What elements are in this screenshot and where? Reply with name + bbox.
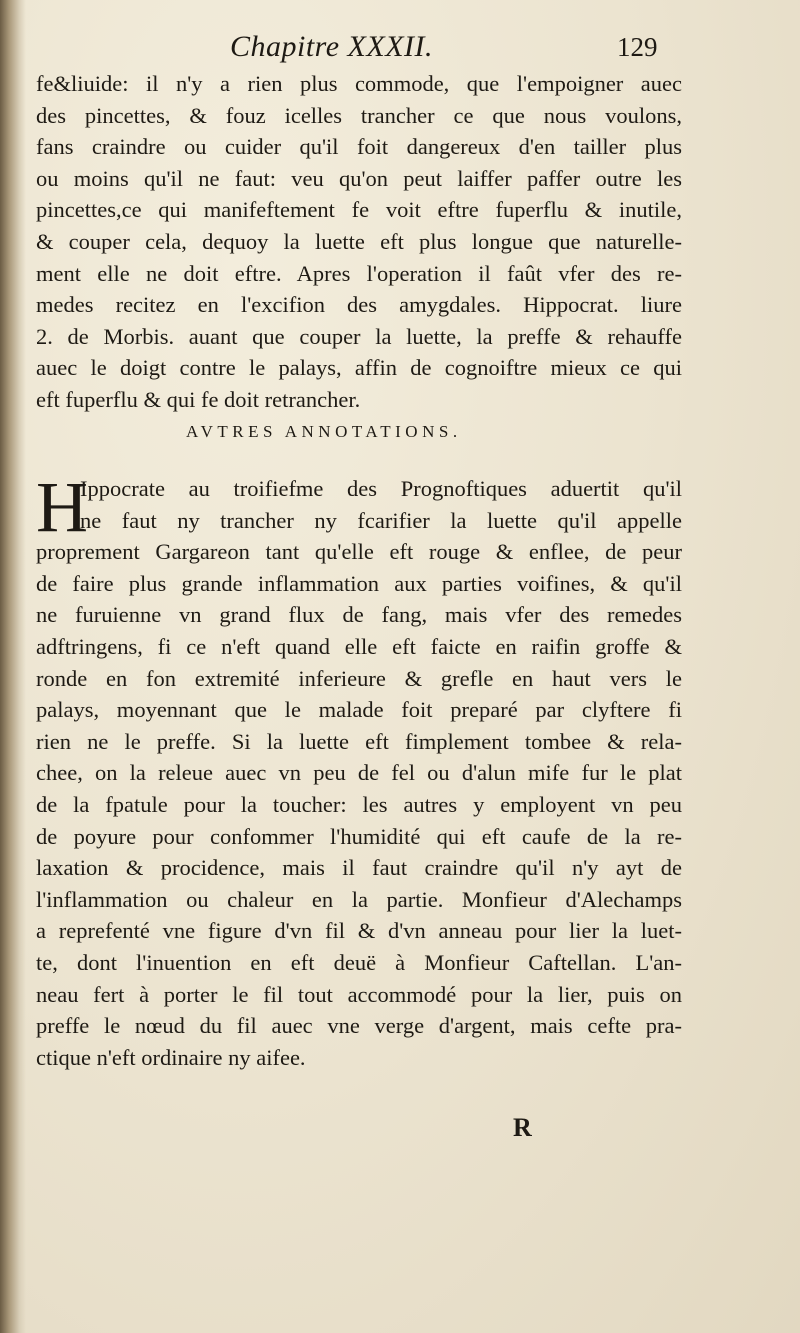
drop-cap: H [36,467,88,547]
text-line: de la fpatule pour la toucher: les autres y employent vn peu [36,791,682,817]
text-line: ctique n'eft ordinaire ny aifee. [36,1044,306,1070]
text-line: l'inflammation ou chaleur en la partie. Monfieur d'Alechamps [36,886,682,912]
text-line: auec le doigt contre le palays, affin de cognoiftre mieux ce qui [36,355,682,381]
page-header [0,30,800,70]
running-head: Chapitre XXXII. [230,30,434,63]
text-line: a reprefenté vne figure d'vn fil & d'vn anneau pour lier la luet- [36,918,682,944]
text-line: proprement Gargareon tant qu'elle eft rouge & enflee, de peur [36,539,682,565]
section-heading: AVTRES ANNOTATIONS. [186,422,462,441]
paragraph-2 [36,467,682,1073]
text-line: ne furuienne vn grand flux de fang, mais vfer des remedes [36,602,682,628]
paragraph-1 [36,68,682,416]
text-line: Ippocrate au troifiefme des Prognoftiques aduertit qu'il [80,476,682,501]
signature-mark: R [513,1113,532,1142]
text-line: laxation & procidence, mais il faut craindre qu'il n'y ayt de [36,855,682,881]
text-line: ment elle ne doit eftre. Apres l'operation il faût vfer des re- [36,260,682,286]
page-number: 129 [617,32,658,62]
text-line: ronde en fon extremité inferieure & grefle en haut vers le [36,665,682,691]
text-line: fans craindre ou cuider qu'il foit dangereux d'en tailler plus [36,134,682,160]
text-line: te, dont l'inuention en eft deuë à Monfieur Caftellan. L'an- [36,949,682,975]
text-line: chee, on la releue auec vn peu de fel ou d'alun mife fur le plat [36,760,682,786]
text-line: ne faut ny trancher ny fcarifier la luette qu'il appelle [80,507,682,533]
text-line: fe&liuide: il n'y a rien plus commode, que l'empoigner auec [36,71,682,96]
text-line: rien ne le preffe. Si la luette eft fimplement tombee & rela- [36,728,682,754]
text-line: neau fert à porter le fil tout accommodé pour la lier, puis on [36,981,682,1007]
text-line: 2. de Morbis. auant que couper la luette, la preffe & rehauffe [36,323,682,349]
gutter-shadow [0,0,26,1333]
text-line: ou moins qu'il ne faut: veu qu'on peut laiffer paffer outre les [36,165,682,191]
text-line: preffe le nœud du fil auec vne verge d'argent, mais cefte pra- [36,1013,682,1039]
text-line: adftringens, fi ce n'eft quand elle eft faicte en raifin groffe & [36,633,682,659]
text-line: pincettes,ce qui manifeftement fe voit eftre fuperflu & inutile, [36,197,682,223]
text-line: medes recitez en l'excifion des amygdales. Hippocrat. liure [36,292,682,318]
text-line: eft fuperflu & qui fe doit retrancher. [36,386,361,412]
text-line: de poyure pour confommer l'humidité qui eft caufe de la re- [36,823,682,849]
text-line: des pincettes, & fouz icelles trancher ce que nous voulons, [36,102,682,128]
text-line: & couper cela, dequoy la luette eft plus longue que naturelle- [36,228,682,254]
text-line: palays, moyennant que le malade foit preparé par clyftere fi [36,697,682,723]
text-line: de faire plus grande inflammation aux parties voifines, & qu'il [36,570,682,596]
